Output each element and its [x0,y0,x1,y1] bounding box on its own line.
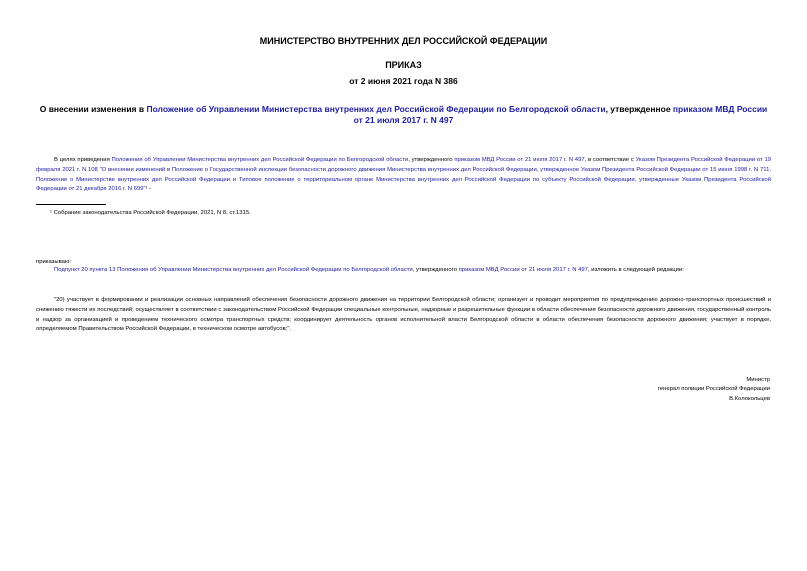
title-prefix: О внесении изменения в [39,104,147,114]
intro-link-decree[interactable]: Указом Президента Российской Федерации от 19 февраля 2021 г. N 108 "О внесении изменений в Положение о Государственной инспекции безопасности дорожного движения Министерства внутренних дел Российской Федерации, утвержденное Указом Президента Российской Федерации от 15 июня 1998 г. N 711, Положение о Министерстве внутренних дел Российской Федерации и Типовое положение о территориальном органе Министерства внутренних дел Российской Федерации по субъекту Российской Федерации, утвержденные Указом Президента Российской Федерации от 21 декабря 2016 г. N 699" [36,157,771,193]
intro-text-3: , в соответствие с [584,157,636,163]
intro-paragraph [36,156,771,195]
title-link-regulation[interactable]: Положение об Управлении Министерства внутренних дел Российской Федерации по Белгородской области [146,104,606,114]
intro-link-order[interactable]: приказом МВД России от 21 июля 2017 г. N 497 [454,157,585,163]
title-link-order[interactable]: приказом МВД России от 21 июля 2017 г. N 497 [353,104,768,125]
signature-block [658,376,770,404]
clause-paragraph [36,266,771,276]
doc-type-heading: ПРИКАЗ [385,60,422,70]
signature-name: В.Колокольцев [729,395,770,402]
footnote: ¹ Собрание законодательства Российской Федерации, 2021, N 8, ст.1315. [50,210,251,216]
signature-rank: генерал полиции Российской Федерации [657,386,770,393]
footnote-divider [36,204,106,205]
quoted-text: "20) участвует в формировании и реализации основных направлений обеспечения безопасности дорожного движения на территории Белгородской области; организует и проводит мероприятия по предупреждению дорожно-транспортных происшествий и снижению тяжести их последствий; осуществляет в соответствии с законодательством Российской Федерации специальные контрольные, надзорные и разрешительные функции в области обеспечения безопасности дорожного движения, государственный контроль и надзор за организацией и проведением технического осмотра транспортных средств; координирует деятельность органов исполнительной власти Белгородской области в области обеспечения безопасности дорожного движения; участвует в порядке, определяемом Правительством Российской Федерации, в техническом осмотре автобусов;". [36,297,771,333]
intro-text-1: В целях приведения [54,157,112,163]
page-title [36,104,771,126]
clause-text-1: , утвержденного [412,267,459,273]
clause-text-2: , изложить в следующей редакции: [587,267,684,273]
intro-text-2: , утвержденного [408,157,455,163]
clause-link-order[interactable]: приказом МВД России от 21 июля 2017 г. N 497 [458,267,588,273]
ministry-heading: МИНИСТЕРСТВО ВНУТРЕННИХ ДЕЛ РОССИЙСКОЙ ФЕДЕРАЦИИ [259,36,548,46]
title-middle: , утвержденное [605,104,673,114]
clause-link-subclause[interactable]: Подпункт 20 пункта 13 Положения об Управлении Министерства внутренних дел Российской Федерации по Белгородской области [54,267,413,273]
intro-link-regulation[interactable]: Положения об Управлении Министерства внутренних дел Российской Федерации по Белгородской области [111,157,409,163]
order-word: приказываю: [36,259,72,265]
intro-text-4: ¹ - [145,186,152,193]
doc-date-number: от 2 июня 2021 года N 386 [349,76,458,86]
signature-role: Министр [746,377,770,383]
